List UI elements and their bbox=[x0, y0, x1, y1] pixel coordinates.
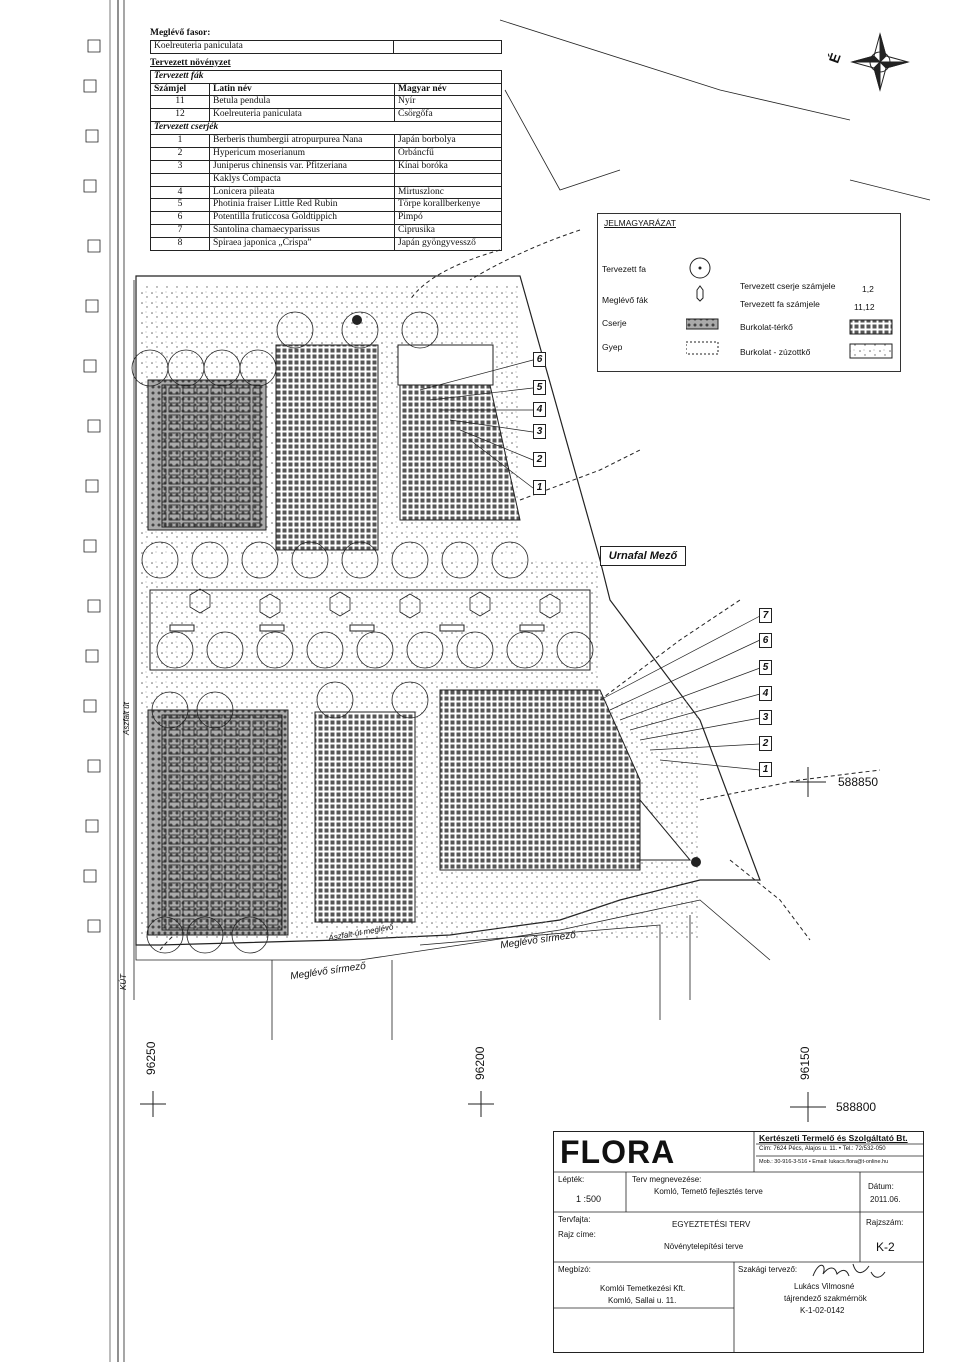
shrub-hu: Pimpó bbox=[395, 212, 502, 225]
shrub-num: 8 bbox=[151, 238, 210, 251]
legend-paving-symbols bbox=[848, 318, 896, 364]
existing-latin: Koelreuteria paniculata bbox=[151, 40, 394, 53]
shrub-tag: 3 bbox=[533, 424, 546, 439]
legend-shrub-code-value: 1,2 bbox=[862, 284, 874, 294]
shrub-latin: Spiraea japonica „Crispa” bbox=[210, 238, 395, 251]
designer-name: Lukács Vilmosné bbox=[794, 1282, 855, 1291]
legend-lawn: Gyep bbox=[602, 342, 623, 352]
planned-title: Tervezett növényzet bbox=[150, 57, 231, 68]
shrub-hu: Orbáncfű bbox=[395, 147, 502, 160]
legend-tree-code-label: Tervezett fa számjele bbox=[740, 299, 820, 309]
legend bbox=[597, 213, 901, 372]
tree-num: 12 bbox=[151, 109, 210, 122]
date-value: 2011.06. bbox=[870, 1195, 901, 1204]
shrub-num: 2 bbox=[151, 147, 210, 160]
shrub-tag: 6 bbox=[759, 633, 772, 648]
tree-latin: Betula pendula bbox=[210, 96, 395, 109]
trees-section-title: Tervezett fák bbox=[151, 70, 502, 83]
scale-label: Lépték: bbox=[558, 1175, 585, 1184]
existing-row-title: Meglévő fasor: bbox=[150, 28, 211, 38]
shrub-hu: Ciprusika bbox=[395, 225, 502, 238]
legend-symbols bbox=[686, 256, 726, 366]
shrub-hu: Mirtuszlonc bbox=[395, 186, 502, 199]
legend-existing-trees: Meglévő fák bbox=[602, 295, 648, 305]
existing-trees-table bbox=[150, 40, 502, 54]
shrub-tag: 6 bbox=[533, 352, 546, 367]
date-label: Dátum: bbox=[868, 1182, 894, 1191]
table-row bbox=[151, 199, 502, 212]
shrub-hu: Japán borbolya bbox=[395, 135, 502, 148]
plan-type-label: Tervfajta: bbox=[558, 1215, 591, 1224]
shrub-tag: 2 bbox=[533, 452, 546, 467]
shrub-latin: Photinia fraiser Little Red Rubin bbox=[210, 199, 395, 212]
table-row bbox=[151, 96, 502, 109]
table-row bbox=[151, 135, 502, 148]
table-row bbox=[151, 160, 502, 173]
shrub-hu: Törpe korallberkenye bbox=[395, 199, 502, 212]
shrub-num: 4 bbox=[151, 186, 210, 199]
plan-type-value: EGYEZTETÉSI TERV bbox=[672, 1220, 751, 1229]
planned-plants-table bbox=[150, 70, 502, 251]
existing-grave-field-label: Meglévő sírmező bbox=[499, 929, 577, 952]
client-address: Komló, Sallai u. 11. bbox=[608, 1296, 677, 1305]
shrub-tag: 5 bbox=[533, 380, 546, 395]
company-address: Cím: 7624 Pécs, Alajos u. 11. • Tel.: 72/532-050 bbox=[759, 1146, 886, 1152]
north-label: É bbox=[825, 50, 844, 66]
drawing-number-value: K-2 bbox=[876, 1240, 895, 1254]
drawing-title-label: Rajz címe: bbox=[558, 1230, 596, 1239]
table-row bbox=[151, 109, 502, 122]
client-name: Komlói Temetkezési Kft. bbox=[600, 1284, 686, 1293]
shrub-latin: Potentilla fruticcosa Goldtippich bbox=[210, 212, 395, 225]
shrub-tag: 4 bbox=[533, 402, 546, 417]
table-row bbox=[151, 147, 502, 160]
shrub-tag: 7 bbox=[759, 608, 772, 623]
coord-n-96150: 96150 bbox=[798, 1046, 812, 1080]
scale-value: 1 :500 bbox=[576, 1194, 602, 1204]
table-row bbox=[151, 212, 502, 225]
plan-name-value: Komló, Temető fejlesztés terve bbox=[654, 1187, 763, 1196]
existing-grave-field-label: Meglévő sírmező bbox=[289, 960, 367, 983]
shrub-tag: 2 bbox=[759, 736, 772, 751]
shrub-num: 3 bbox=[151, 160, 210, 173]
shrub-num: 5 bbox=[151, 199, 210, 212]
table-row bbox=[151, 186, 502, 199]
shrub-tag: 1 bbox=[533, 480, 546, 495]
col-latin-header: Latin név bbox=[210, 83, 395, 96]
shrub-tag: 1 bbox=[759, 762, 772, 777]
shrubs-section-title: Tervezett cserjék bbox=[151, 122, 502, 135]
well-label: KÚT bbox=[119, 974, 128, 990]
shrub-hu: Japán gyöngyvessző bbox=[395, 238, 502, 251]
legend-planned-tree: Tervezett fa bbox=[602, 264, 646, 274]
company-name: Kertészeti Termelő és Szolgáltató Bt. bbox=[759, 1133, 908, 1143]
shrub-num: 7 bbox=[151, 225, 210, 238]
legend-paving-gravel: Burkolat - zúzottkő bbox=[740, 347, 811, 357]
designer-label: Szakági tervező: bbox=[738, 1265, 798, 1274]
shrub-num: 1 bbox=[151, 135, 210, 148]
drawing-title-value: Növénytelepítési terve bbox=[664, 1242, 744, 1251]
col-num-header: Számjel bbox=[151, 83, 210, 96]
tree-num: 11 bbox=[151, 96, 210, 109]
shrub-num: 6 bbox=[151, 212, 210, 225]
tree-latin: Koelreuteria paniculata bbox=[210, 109, 395, 122]
col-hu-header: Magyar név bbox=[395, 83, 502, 96]
plant-schedule bbox=[150, 28, 502, 251]
client-label: Megbízó: bbox=[558, 1265, 591, 1274]
drawing-number-label: Rajzszám: bbox=[866, 1218, 904, 1227]
legend-shrub-code-label: Tervezett cserje számjele bbox=[740, 281, 836, 291]
shrub-tag: 3 bbox=[759, 710, 772, 725]
table-row bbox=[151, 173, 502, 186]
shrub-latin: Berberis thumbergii atropurpurea Nana bbox=[210, 135, 395, 148]
shrub-num bbox=[151, 173, 210, 186]
legend-paving-stone: Burkolat-térkő bbox=[740, 322, 793, 332]
legend-shrub: Cserje bbox=[602, 318, 627, 328]
shrub-hu bbox=[395, 173, 502, 186]
plan-name-label: Terv megnevezése: bbox=[632, 1175, 702, 1184]
coord-n-96250: 96250 bbox=[144, 1041, 158, 1075]
shrub-tag: 4 bbox=[759, 686, 772, 701]
designer-id: K-1-02-0142 bbox=[800, 1306, 845, 1315]
tree-hu: Csörgőfa bbox=[395, 109, 502, 122]
designer-title: tájrendező szakmérnök bbox=[784, 1294, 867, 1303]
legend-title: JELMAGYARÁZAT bbox=[604, 218, 676, 228]
coord-n-96200: 96200 bbox=[473, 1046, 487, 1080]
title-block bbox=[553, 1131, 924, 1353]
shrub-latin: Kaklys Compacta bbox=[210, 173, 395, 186]
shrub-latin: Juniperus chinensis var. Pfitzeriana bbox=[210, 160, 395, 173]
urn-field-label: Urnafal Mező bbox=[600, 546, 686, 566]
shrub-latin: Lonicera pileata bbox=[210, 186, 395, 199]
table-row bbox=[151, 225, 502, 238]
shrub-hu: Kínai boróka bbox=[395, 160, 502, 173]
tree-hu: Nyír bbox=[395, 96, 502, 109]
company-mobile: Mob.: 30-916-3-516 • Email: lukacs.flora@t-online.hu bbox=[759, 1159, 889, 1165]
table-row bbox=[151, 238, 502, 251]
shrub-latin: Santolina chamaecyparissus bbox=[210, 225, 395, 238]
legend-tree-code-value: 11,12 bbox=[854, 302, 875, 312]
coord-e-588850: 588850 bbox=[838, 775, 879, 789]
flora-logo: FLORA bbox=[560, 1134, 676, 1170]
coord-e-588800: 588800 bbox=[836, 1100, 877, 1114]
shrub-latin: Hypericum moserianum bbox=[210, 147, 395, 160]
shrub-tag: 5 bbox=[759, 660, 772, 675]
asphalt-road-label: Aszfalt út bbox=[122, 702, 131, 735]
asphalt-existing-label: Aszfalt-út meglévő bbox=[327, 922, 395, 943]
existing-hungarian bbox=[394, 40, 502, 53]
designer-signature bbox=[809, 1258, 889, 1284]
